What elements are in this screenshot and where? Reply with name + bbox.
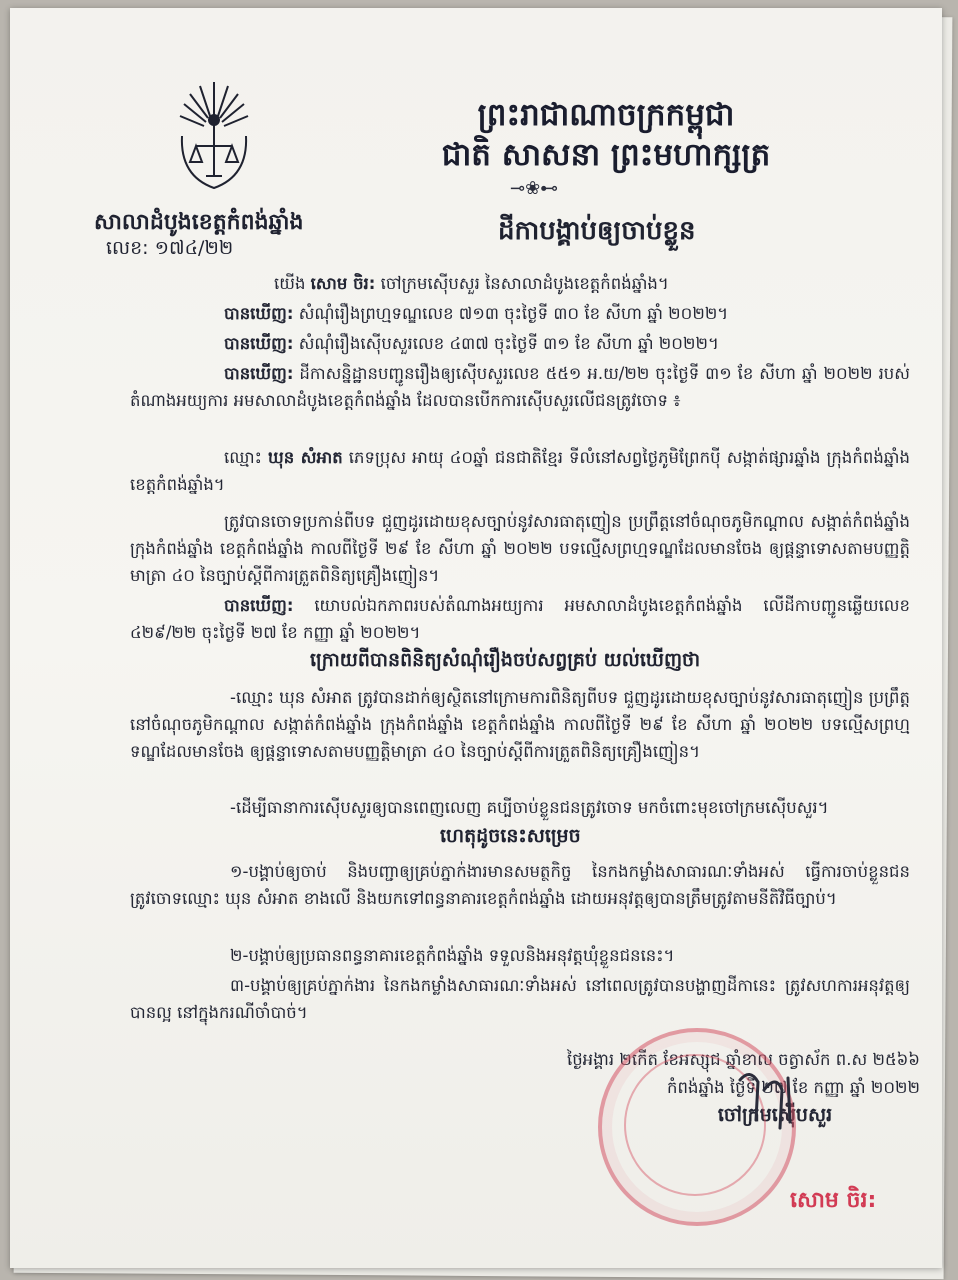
seen-item-2	[224, 330, 884, 357]
order-3: ៣-បង្គាប់ឲ្យគ្រប់ភ្នាក់ងារ នៃកងកម្លាំងសាធារណៈទាំងអស់ នៅពេលត្រូវបានបង្ហាញដីកានេះ ត្រូវសហការអនុវត្តឲ្យបានល្អ នៅក្នុងករណីចាំបាច់។	[130, 976, 910, 1022]
signer-title: ចៅក្រមស៊ើបសួរ	[717, 1104, 833, 1126]
judge-name: សោម ចិរ:	[310, 274, 376, 293]
solar-date: កំពង់ឆ្នាំង ថ្ងៃទី ២៧ ខែ កញ្ញា ឆ្នាំ ២០២២	[667, 1078, 920, 1097]
seen-label: បានឃើញ:	[224, 364, 294, 383]
accused-label: ឈ្មោះ	[224, 448, 262, 467]
judge-signature	[730, 1060, 810, 1140]
kingdom-heading: ព្រះរាជាណាចក្រកម្ពុជា	[477, 97, 735, 133]
seen-prosecutor-opinion	[130, 592, 910, 646]
lunar-date: ថ្ងៃអង្គារ ២កើត ខែអស្សុជ ឆ្នាំខាល ចត្វាស័ក ព.ស ២៥៦៦	[566, 1050, 920, 1069]
ornament-divider: ⊸❀⊷	[510, 178, 559, 199]
finding-1: -ឈ្មោះ ឃុន សំអាត ត្រូវបានដាក់ឲ្យស្ថិតនៅក្រោមការពិនិត្យពីបទ ជួញដូរដោយខុសច្បាប់នូវសារធាតុញៀន ប្រព្រឹត្តនៅចំណុចភូមិកណ្តាល សង្កាត់កំពង់ឆ្នាំង ក្រុងកំពង់ឆ្នាំង ខេត្តកំពង់ឆ្នាំង កាលពីថ្ងៃទី ២៩ ខែ សីហា ឆ្នាំ ២០២២ បទល្មើសព្រហ្មទណ្ឌដែលមានចែង ឲ្យផ្តន្ទាទោសតាមបញ្ញត្តិមាត្រា ៤០ នៃច្បាប់ស្តីពីការត្រួតពិនិត្យគ្រឿងញៀន។	[130, 688, 910, 761]
accused-details: ភេទប្រុស អាយុ ៤០ឆ្នាំ ជនជាតិខ្មែរ ទីលំនៅសព្វថ្ងៃភូមិព្រែកប៉ី សង្កាត់ផ្សារឆ្នាំង ក្រុងកំពង់ឆ្នាំង ខេត្តកំពង់ឆ្នាំង។	[130, 448, 910, 494]
seen-text: យោបល់ឯកភាពរបស់តំណាងអយ្យការ អមសាលាដំបូងខេត្តកំពង់ឆ្នាំង លើដីកាបញ្ជូនឆ្លើយលេខ ៤២៩/២២ ចុះថ្ងៃទី ២៧ ខែ កញ្ញា ឆ្នាំ ២០២២។	[130, 596, 910, 642]
seen-label: បានឃើញ:	[224, 334, 294, 353]
document-page	[10, 8, 942, 1268]
seen-label: បានឃើញ:	[224, 596, 294, 615]
order-2: ២-បង្គាប់ឲ្យប្រធានពន្ធនាគារខេត្តកំពង់ឆ្នាំង ទទួលនិងអនុវត្តឃុំខ្លួនជននេះ។	[230, 946, 675, 965]
document-number: លេខ: ១៧៤/២២	[106, 237, 234, 259]
document-title: ដីកាបង្គាប់ឲ្យចាប់ខ្លួន	[498, 216, 696, 246]
accused-name: ឃុន សំអាត	[267, 448, 343, 467]
decision-heading: ហេតុដូចនេះសម្រេច	[440, 825, 581, 847]
signer-name: សោម ចិរ:	[790, 1188, 877, 1213]
intro-line	[274, 270, 894, 297]
seen-item-1	[224, 300, 884, 327]
seen-item-3	[130, 360, 910, 414]
order-1: ១-បង្គាប់ឲ្យចាប់ និងបញ្ជាឲ្យគ្រប់ភ្នាក់ងារមានសមត្ថកិច្ច នៃកងកម្លាំងសាធារណៈទាំងអស់ ធ្វើការចាប់ខ្លួនជនត្រូវចោទឈ្មោះ ឃុន សំអាត ខាងលើ និងយកទៅពន្ធនាគារខេត្តកំពង់ឆ្នាំង ដោយអនុវត្តឲ្យបានត្រឹមត្រូវតាមនីតិវិធីច្បាប់។	[130, 862, 910, 908]
seen-text: សំណុំរឿងព្រហ្មទណ្ឌលេខ ៧១៣ ចុះថ្ងៃទី ៣០ ខែ សីហា ឆ្នាំ ២០២២។	[298, 304, 729, 323]
seen-text: សំណុំរឿងស៊ើបសួរលេខ ៤៣៧ ចុះថ្ងៃទី ៣១ ខែ សីហា ឆ្នាំ ២០២២។	[298, 334, 719, 353]
issuing-court: សាលាដំបូងខេត្តកំពង់ឆ្នាំង	[94, 210, 304, 235]
intro-lead: យើង	[274, 274, 306, 293]
finding-2: -ដើម្បីធានាការស៊ើបសួរឲ្យបានពេញលេញ គប្បីចាប់ខ្លួនជនត្រូវចោទ មកចំពោះមុខចៅក្រមស៊ើបសួរ។	[230, 798, 829, 817]
seen-text: ដីកាសន្និដ្ឋានបញ្ជូនរឿងឲ្យស៊ើបសួរលេខ ៥៥១ អ.យ/២២ ចុះថ្ងៃទី ៣១ ខែ សីហា ឆ្នាំ ២០២២ របស់តំណាងអយ្យការ អមសាលាដំបូងខេត្តកំពង់ឆ្នាំង ដែលបានបើកការស៊ើបសួរលើជនត្រូវចោទ ៖	[130, 364, 910, 410]
accused-paragraph	[130, 444, 910, 498]
charge-paragraph: ត្រូវបានចោទប្រកាន់ពីបទ ជួញដូរដោយខុសច្បាប់នូវសារធាតុញៀន ប្រព្រឹត្តនៅចំណុចភូមិកណ្តាល សង្កាត់កំពង់ឆ្នាំង ក្រុងកំពង់ឆ្នាំង ខេត្តកំពង់ឆ្នាំង កាលពីថ្ងៃទី ២៩ ខែ សីហា ឆ្នាំ ២០២២ បទល្មើសព្រហ្មទណ្ឌដែលមានចែង ឲ្យផ្តន្ទាទោសតាមបញ្ញត្តិមាត្រា ៤០ នៃច្បាប់ស្តីពីការត្រួតពិនិត្យគ្រឿងញៀន។	[130, 512, 910, 585]
review-heading: ក្រោយពីបានពិនិត្យសំណុំរឿងចប់សព្វគ្រប់ យល់ឃើញថា	[310, 649, 701, 671]
national-motto: ជាតិ សាសនា ព្រះមហាក្សត្រ	[441, 137, 771, 173]
seen-label: បានឃើញ:	[224, 304, 294, 323]
judge-role: ចៅក្រមស៊ើបសួរ នៃសាលាដំបូងខេត្តកំពង់ឆ្នាំង។	[380, 274, 669, 293]
